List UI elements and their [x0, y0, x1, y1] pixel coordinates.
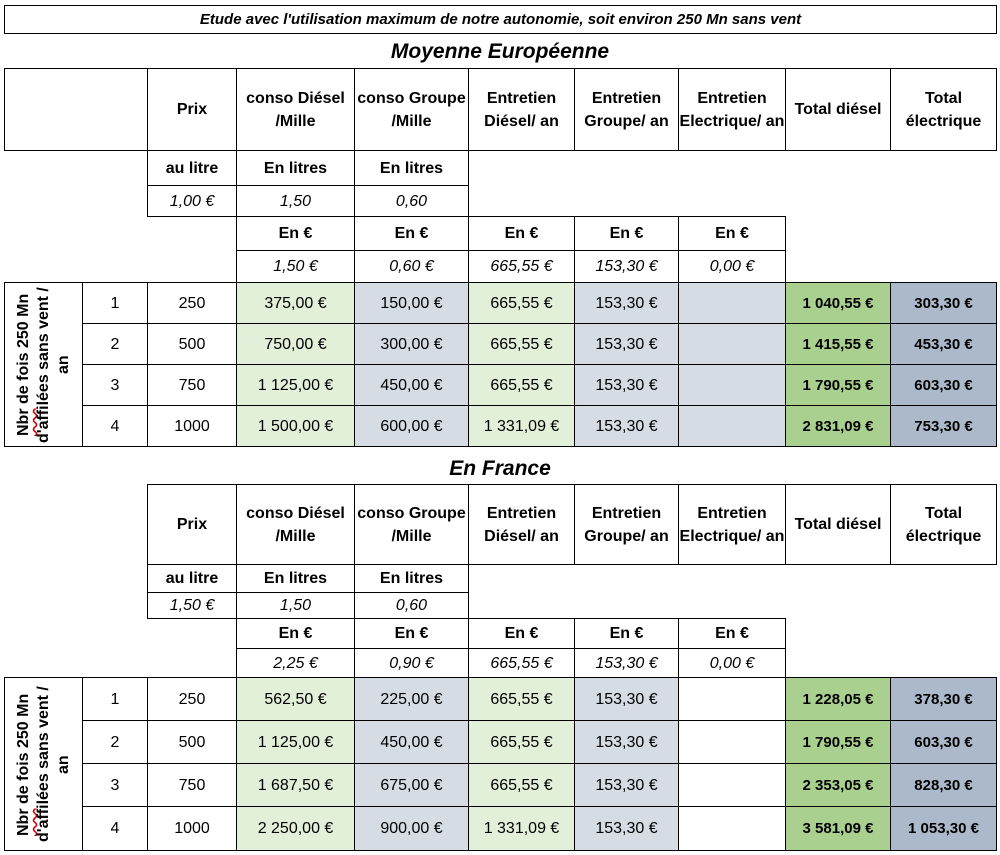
section1-row4-conso_groupe-text: 600,00 €: [380, 417, 443, 435]
section1-row2-ent-elec: [678, 323, 786, 365]
section2-value2-2-text: 665,55 €: [490, 654, 553, 672]
section2-row2-miles: [147, 720, 237, 764]
section2-row1-miles-text: 250: [178, 690, 206, 708]
section1-row3-ent_diesel: [468, 364, 575, 406]
section1-value2-0: [236, 250, 355, 283]
section1-header-4-text: Entretien Groupe/ an: [584, 89, 669, 130]
section1-row1-conso_groupe-text: 150,00 €: [380, 294, 443, 312]
section1-row3-ent_groupe-text: 153,30 €: [595, 376, 658, 394]
section1-row1-total_diesel-text: 1 040,55 €: [802, 294, 874, 312]
section2-header-6-text: Total diésel: [794, 516, 882, 533]
section2-header-5: [678, 484, 786, 565]
section2-row2-total_elec: [890, 720, 997, 764]
section1-row3-total_elec-text: 603,30 €: [914, 376, 973, 394]
section1-value2-4-text: 0,00 €: [709, 258, 755, 275]
section2-row3-conso_groupe: [354, 763, 469, 807]
section1-unit2-0-text: En €: [278, 225, 313, 242]
section2-row2-conso_diesel: [236, 720, 355, 764]
section2-unit1-0-text: au litre: [165, 570, 219, 587]
section2-row4-n-text: 4: [110, 820, 120, 837]
section2-row4-ent_diesel: [468, 806, 575, 851]
section2-row1-conso_diesel: [236, 677, 355, 721]
section2-header-0-text: Prix: [176, 516, 208, 533]
section2-row1-miles: [147, 677, 237, 721]
section2-row4-ent-elec: [678, 806, 786, 851]
section1-header-7: [890, 68, 997, 151]
section2-header-3: [468, 484, 575, 565]
section2-unit1-2-text: En litres: [379, 570, 444, 587]
section1-header-0-text: Prix: [176, 101, 208, 118]
section1-row3-n: [82, 364, 148, 406]
section1-value2-3: [574, 250, 679, 283]
section1-unit1-1: [236, 150, 355, 186]
section2-value1-1-text: 1,50: [279, 597, 312, 614]
section1-row4-total_diesel-text: 2 831,09 €: [802, 417, 874, 435]
section2-value2-1: [354, 648, 469, 678]
section2-row4-conso_diesel-text: 2 250,00 €: [257, 820, 334, 837]
section2-row3-miles-text: 750: [178, 776, 206, 794]
section2-row1-conso_groupe: [354, 677, 469, 721]
section1-header-1-text: conso Diésel /Mille: [246, 89, 345, 130]
section1-row4-ent_groupe: [574, 405, 679, 447]
section2-row4-n: [82, 806, 148, 851]
section2-value2-3: [574, 648, 679, 678]
section2-row3-total_elec: [890, 763, 997, 807]
section2-row2-n-text: 2: [110, 733, 120, 751]
section1-unit2-0: [236, 216, 355, 251]
section2-row1-conso_groupe-text: 225,00 €: [380, 690, 443, 708]
section2-value2-4: [678, 648, 786, 678]
section1-unit1-2: [354, 150, 469, 186]
section2-row4-conso_groupe-text: 900,00 €: [380, 820, 443, 837]
section2-header-1-text: conso Diésel /Mille: [246, 504, 345, 545]
section2-unit1-2: [354, 564, 469, 593]
section1-row2-total_elec: [890, 323, 997, 365]
section2-unit1-1-text: En litres: [263, 570, 328, 587]
section2-row3-ent_groupe-text: 153,30 €: [595, 776, 658, 794]
section1-row2-total_elec-text: 453,30 €: [914, 335, 973, 353]
section1-header-0: [147, 68, 237, 151]
section1-row2-ent_diesel-text: 665,55 €: [490, 335, 553, 353]
section2-side-label: [4, 677, 83, 851]
section2-row4-total_diesel: [785, 806, 891, 851]
section2-row1-n: [82, 677, 148, 721]
section2-side-label-text: [14, 680, 74, 849]
section1-value2-1-text: 0,60 €: [389, 258, 434, 275]
section2-row1-conso_diesel-text: 562,50 €: [264, 690, 327, 708]
section1-row1-total_diesel: [785, 282, 891, 324]
section2-row3-ent_diesel: [468, 763, 575, 807]
section1-unit2-4: [678, 216, 786, 251]
section2-header-3-text: Entretien Diésel/ an: [484, 504, 559, 545]
section1-row4-conso_diesel: [236, 405, 355, 447]
section2-side-label-rest: de fois 250 Mn d'affilées sans vent / an: [14, 686, 72, 842]
section2-value1-0-text: 1,50 €: [169, 597, 215, 614]
section1-value1-1-text: 1,50: [279, 192, 312, 210]
section2-value1-0: [147, 592, 237, 619]
section2-row3-total_diesel-text: 2 353,05 €: [802, 776, 874, 794]
section2-row4-total_elec-text: 1 053,30 €: [908, 820, 979, 837]
section1-row4-n-text: 4: [110, 417, 120, 435]
section2-row4-ent_groupe-text: 153,30 €: [595, 820, 658, 837]
section2-value2-0-text: 2,25 €: [273, 654, 318, 672]
section1-row2-ent_diesel: [468, 323, 575, 365]
section2-row4-ent_diesel-text: 1 331,09 €: [483, 820, 560, 837]
section1-side-label-word: Nbr: [14, 408, 32, 436]
section2-row1-ent_diesel: [468, 677, 575, 721]
section1-value1-0-text: 1,00 €: [169, 192, 215, 210]
section2-row1-n-text: 1: [110, 690, 120, 708]
section1-row3-conso_groupe-text: 450,00 €: [380, 376, 443, 394]
section1-row3-conso_diesel-text: 1 125,00 €: [257, 376, 334, 394]
section2-row1-total_elec: [890, 677, 997, 721]
section1-side-label: [4, 282, 83, 447]
section2-header-6: [785, 484, 891, 565]
section2-row1-ent_groupe-text: 153,30 €: [595, 690, 658, 708]
section2-row2-ent_groupe: [574, 720, 679, 764]
section1-unit2-2-text: En €: [504, 225, 539, 242]
section1-row2-miles-text: 500: [178, 335, 206, 353]
section1-row1-n-text: 1: [110, 294, 120, 312]
section1-row3-total_diesel-text: 1 790,55 €: [802, 376, 874, 394]
section2-row3-total_diesel: [785, 763, 891, 807]
section1-row1-total_elec: [890, 282, 997, 324]
section2-unit2-1-text: En €: [394, 625, 429, 642]
section2-row2-ent-elec: [678, 720, 786, 764]
section2-unit2-2: [468, 618, 575, 649]
section2-header-2: [354, 484, 469, 565]
section1-row1-ent_groupe-text: 153,30 €: [595, 294, 658, 312]
section1-header-blank: [4, 68, 148, 151]
section1-row4-ent-elec: [678, 405, 786, 447]
section2-row4-total_diesel-text: 3 581,09 €: [802, 820, 874, 837]
section1-row1-conso_diesel-text: 375,00 €: [264, 294, 327, 312]
section1-row3-conso_groupe: [354, 364, 469, 406]
section2-value2-0: [236, 648, 355, 678]
section1-row1-total_elec-text: 303,30 €: [914, 294, 973, 312]
section1-side-label-text: [14, 285, 74, 445]
section2-value2-4-text: 0,00 €: [709, 654, 755, 672]
section1-header-5: [678, 68, 786, 151]
section2-row4-miles: [147, 806, 237, 851]
section2-row4-ent_groupe: [574, 806, 679, 851]
section1-row4-ent_diesel-text: 1 331,09 €: [483, 417, 560, 435]
section2-row3-n-text: 3: [110, 776, 120, 794]
section2-unit2-1: [354, 618, 469, 649]
section2-row3-conso_diesel: [236, 763, 355, 807]
section2-row2-total_elec-text: 603,30 €: [914, 733, 973, 751]
section2-header-4-text: Entretien Groupe/ an: [584, 504, 669, 545]
section1-unit1-0-text: au litre: [165, 159, 219, 177]
section1-row3-ent_groupe: [574, 364, 679, 406]
section1-value2-4: [678, 250, 786, 283]
section2-row4-total_elec: [890, 806, 997, 851]
section1-header-1: [236, 68, 355, 151]
section2-unit2-3: [574, 618, 679, 649]
section1-header-3: [468, 68, 575, 151]
section2-row4-conso_diesel: [236, 806, 355, 851]
section2-row2-conso_diesel-text: 1 125,00 €: [257, 733, 334, 751]
section1-unit1-1-text: En litres: [263, 159, 328, 177]
section2-unit2-2-text: En €: [504, 625, 539, 642]
section1-row4-ent_groupe-text: 153,30 €: [595, 417, 658, 435]
section1-row1-ent_diesel-text: 665,55 €: [490, 294, 553, 312]
section1-header-2-text: conso Groupe /Mille: [357, 89, 466, 130]
section2-row2-ent_diesel-text: 665,55 €: [490, 733, 553, 751]
section2-row2-total_diesel: [785, 720, 891, 764]
section2-unit2-3-text: En €: [609, 625, 644, 642]
section1-unit2-2: [468, 216, 575, 251]
section1-row1-miles: [147, 282, 237, 324]
section1-row2-conso_diesel: [236, 323, 355, 365]
section1-row4-miles-text: 1000: [174, 417, 210, 435]
section2-unit1-0: [147, 564, 237, 593]
section2-row2-conso_groupe-text: 450,00 €: [380, 733, 443, 751]
section2-row1-ent_groupe: [574, 677, 679, 721]
section2-row3-n: [82, 763, 148, 807]
section2-value2-2: [468, 648, 575, 678]
section1-row3-n-text: 3: [110, 376, 120, 394]
section1-unit2-3-text: En €: [609, 225, 644, 242]
section1-value2-3-text: 153,30 €: [595, 258, 658, 275]
section1-row4-n: [82, 405, 148, 447]
section2-header-7-text: Total électrique: [905, 504, 982, 545]
section1-row4-total_diesel: [785, 405, 891, 447]
section1-row1-conso_diesel: [236, 282, 355, 324]
section1-row2-ent_groupe: [574, 323, 679, 365]
section2-unit2-4: [678, 618, 786, 649]
section1-value1-2-text: 0,60: [395, 192, 428, 210]
section1-row3-total_elec: [890, 364, 997, 406]
section1-side-label-rest: de fois 250 Mn d'affilées sans vent / an: [14, 286, 72, 443]
section1-value1-0: [147, 185, 237, 217]
section1-row2-total_diesel-text: 1 415,55 €: [802, 335, 874, 353]
section1-row2-conso_diesel-text: 750,00 €: [264, 335, 327, 353]
study-title-box-text: Etude avec l'utilisation maximum de notre autonomie, soit environ 250 Mn sans vent: [199, 11, 802, 28]
section1-row3-total_diesel: [785, 364, 891, 406]
study-title-box: [4, 5, 997, 34]
section1-header-4: [574, 68, 679, 151]
section2-header-7: [890, 484, 997, 565]
section1-unit2-1-text: En €: [394, 225, 429, 242]
section2-unit2-4-text: En €: [715, 625, 749, 642]
section1-header-3-text: Entretien Diésel/ an: [484, 89, 559, 130]
section2-row2-ent_diesel: [468, 720, 575, 764]
section1-title: Moyenne Européenne: [390, 40, 610, 63]
section2-row3-ent_groupe: [574, 763, 679, 807]
section2-value1-2-text: 0,60: [395, 597, 428, 614]
section1-header-7-text: Total électrique: [905, 89, 982, 130]
section2-header-4: [574, 484, 679, 565]
section2-row3-ent-elec: [678, 763, 786, 807]
section2-side-label-word: Nbr: [14, 807, 32, 836]
section2-row4-conso_groupe: [354, 806, 469, 851]
section1-row3-conso_diesel: [236, 364, 355, 406]
section1-row3-miles: [147, 364, 237, 406]
section1-row1-conso_groupe: [354, 282, 469, 324]
section2-unit2-0-text: En €: [278, 625, 313, 642]
section1-row4-total_elec: [890, 405, 997, 447]
section2-row1-total_elec-text: 378,30 €: [914, 690, 973, 708]
section1-row2-ent_groupe-text: 153,30 €: [595, 335, 658, 353]
section1-row4-miles: [147, 405, 237, 447]
section1-header-6: [785, 68, 891, 151]
section1-row4-conso_diesel-text: 1 500,00 €: [257, 417, 334, 435]
section2-value1-1: [236, 592, 355, 619]
section1-value2-1: [354, 250, 469, 283]
section2-row1-ent_diesel-text: 665,55 €: [490, 690, 553, 708]
section1-unit1-2-text: En litres: [379, 159, 444, 177]
section1-row3-miles-text: 750: [178, 376, 206, 394]
section2-row1-ent-elec: [678, 677, 786, 721]
section1-row2-total_diesel: [785, 323, 891, 365]
section1-unit2-3: [574, 216, 679, 251]
section1-row2-conso_groupe-text: 300,00 €: [380, 335, 443, 353]
section1-unit2-4-text: En €: [715, 225, 749, 242]
section1-value2-2-text: 665,55 €: [490, 258, 553, 275]
section1-row1-ent-elec: [678, 282, 786, 324]
section1-row2-n: [82, 323, 148, 365]
section2-title: En France: [449, 457, 551, 480]
section2-unit2-0: [236, 618, 355, 649]
section1-row2-n-text: 2: [110, 335, 120, 353]
section1-value2-2: [468, 250, 575, 283]
section2-row3-conso_groupe-text: 675,00 €: [380, 776, 443, 794]
section2-value1-2: [354, 592, 469, 619]
section1-header-6-text: Total diésel: [794, 101, 882, 118]
section2-row3-conso_diesel-text: 1 687,50 €: [257, 776, 334, 794]
section1-unit2-1: [354, 216, 469, 251]
section1-value2-0-text: 1,50 €: [273, 258, 318, 275]
section2-row3-total_elec-text: 828,30 €: [914, 776, 973, 794]
section1-row1-miles-text: 250: [178, 294, 206, 312]
section2-row4-miles-text: 1000: [174, 820, 210, 837]
section1-row4-total_elec-text: 753,30 €: [914, 417, 973, 435]
section1-value1-2: [354, 185, 469, 217]
section1-header-2: [354, 68, 469, 151]
section1-row4-conso_groupe: [354, 405, 469, 447]
section2-value2-3-text: 153,30 €: [595, 654, 658, 672]
section1-header-5-text: Entretien Electrique/ an: [679, 89, 785, 130]
section1-row4-ent_diesel: [468, 405, 575, 447]
section2-header-2-text: conso Groupe /Mille: [357, 504, 466, 545]
section2-value2-1-text: 0,90 €: [389, 654, 434, 672]
section2-row2-total_diesel-text: 1 790,55 €: [802, 733, 874, 751]
section2-row3-miles: [147, 763, 237, 807]
section2-header-1: [236, 484, 355, 565]
section2-row1-total_diesel-text: 1 228,05 €: [802, 690, 874, 708]
section1-row1-n: [82, 282, 148, 324]
section2-row2-ent_groupe-text: 153,30 €: [595, 733, 658, 751]
section2-row2-n: [82, 720, 148, 764]
section2-row2-conso_groupe: [354, 720, 469, 764]
section2-row3-ent_diesel-text: 665,55 €: [490, 776, 553, 794]
section2-row2-miles-text: 500: [178, 733, 206, 751]
section1-unit1-0: [147, 150, 237, 186]
section1-row1-ent_groupe: [574, 282, 679, 324]
section1-row3-ent-elec: [678, 364, 786, 406]
section2-header-0: [147, 484, 237, 565]
section1-row1-ent_diesel: [468, 282, 575, 324]
section1-row3-ent_diesel-text: 665,55 €: [490, 376, 553, 394]
section2-header-5-text: Entretien Electrique/ an: [679, 504, 785, 545]
section2-unit1-1: [236, 564, 355, 593]
section1-row2-conso_groupe: [354, 323, 469, 365]
section2-row1-total_diesel: [785, 677, 891, 721]
section1-row2-miles: [147, 323, 237, 365]
section1-value1-1: [236, 185, 355, 217]
